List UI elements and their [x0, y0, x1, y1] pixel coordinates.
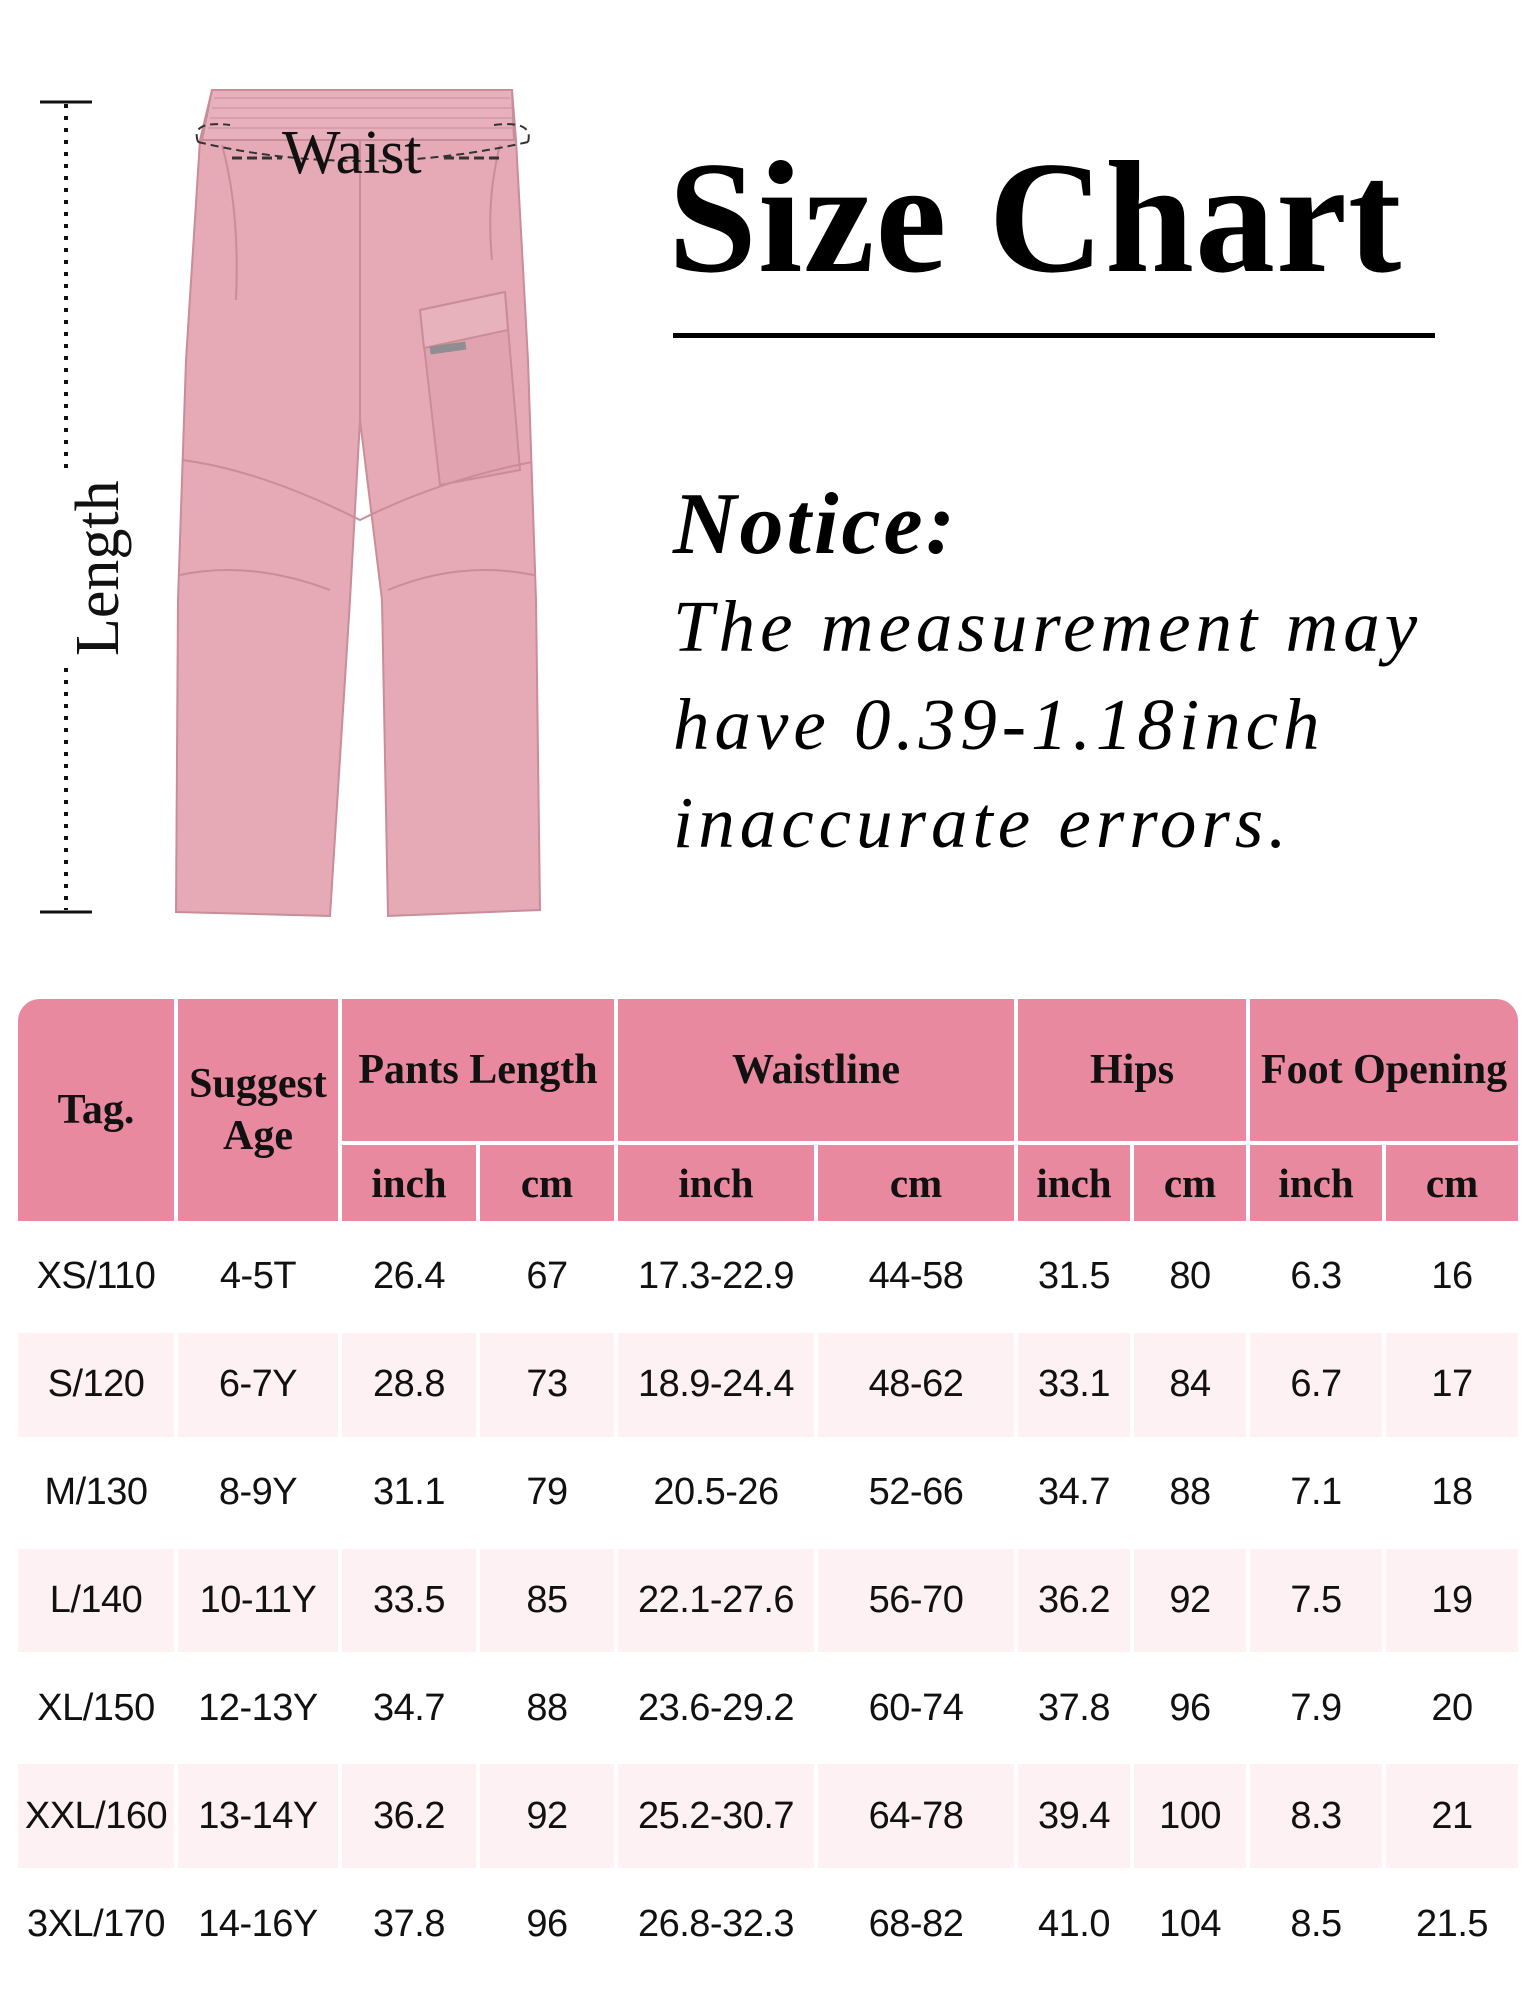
age-cell: 4-5T [178, 1225, 338, 1329]
foot-cm-cell: 17 [1386, 1333, 1518, 1437]
age-cell: 14-16Y [178, 1872, 338, 1976]
table-row [18, 1225, 1518, 1329]
hips-inch-cell: 31.5 [1018, 1225, 1130, 1329]
hips-cm-cell: 100 [1134, 1764, 1246, 1868]
length-inch-cell: 28.8 [342, 1333, 476, 1437]
foot-inch-cell: 8.3 [1250, 1764, 1382, 1868]
foot-inch-cell: 6.7 [1250, 1333, 1382, 1437]
size-tag-cell: M/130 [18, 1441, 174, 1545]
size-tag-cell: XL/150 [18, 1656, 174, 1760]
hips-header: Hips [1018, 999, 1246, 1141]
size-tag-cell: XS/110 [18, 1225, 174, 1329]
hips-cm-cell: 104 [1134, 1872, 1246, 1976]
hips-inch-cell: 34.7 [1018, 1441, 1130, 1545]
foot-inch-cell: 7.1 [1250, 1441, 1382, 1545]
waist-inch-cell: 18.9-24.4 [618, 1333, 814, 1437]
hips-inch-cell: 36.2 [1018, 1549, 1130, 1653]
notice-line: The measurement may [673, 586, 1423, 667]
unit-header: inch [1250, 1145, 1382, 1221]
table-row [18, 1549, 1518, 1653]
length-inch-cell: 33.5 [342, 1549, 476, 1653]
table-row [18, 1872, 1518, 1976]
notice-line: have 0.39-1.18inch [673, 684, 1325, 765]
waist-cm-cell: 48-62 [818, 1333, 1014, 1437]
table-row [18, 1441, 1518, 1545]
title-divider [673, 333, 1435, 338]
length-inch-cell: 31.1 [342, 1441, 476, 1545]
foot-cm-cell: 16 [1386, 1225, 1518, 1329]
hips-cm-cell: 92 [1134, 1549, 1246, 1653]
foot-cm-cell: 20 [1386, 1656, 1518, 1760]
waist-cm-cell: 56-70 [818, 1549, 1014, 1653]
header-row [18, 999, 1518, 1141]
waist-inch-cell: 23.6-29.2 [618, 1656, 814, 1760]
foot-inch-cell: 7.5 [1250, 1549, 1382, 1653]
hips-cm-cell: 88 [1134, 1441, 1246, 1545]
age-header [178, 999, 338, 1221]
waist-cm-cell: 52-66 [818, 1441, 1014, 1545]
waist-inch-cell: 17.3-22.9 [618, 1225, 814, 1329]
pants-icon [176, 90, 540, 916]
foot-cm-cell: 21 [1386, 1764, 1518, 1868]
foot-inch-cell: 6.3 [1250, 1225, 1382, 1329]
age-cell: 6-7Y [178, 1333, 338, 1437]
length-cm-cell: 67 [480, 1225, 614, 1329]
notice-line: inaccurate errors. [673, 782, 1292, 863]
hips-cm-cell: 96 [1134, 1656, 1246, 1760]
unit-header: cm [480, 1145, 614, 1221]
waist-inch-cell: 25.2-30.7 [618, 1764, 814, 1868]
length-inch-cell: 26.4 [342, 1225, 476, 1329]
unit-header: cm [1386, 1145, 1518, 1221]
waist-cm-cell: 68-82 [818, 1872, 1014, 1976]
size-tag-cell: L/140 [18, 1549, 174, 1653]
unit-header: inch [1018, 1145, 1130, 1221]
size-tag-cell: XXL/160 [18, 1764, 174, 1868]
hips-cm-cell: 84 [1134, 1333, 1246, 1437]
unit-header: inch [342, 1145, 476, 1221]
unit-header: inch [618, 1145, 814, 1221]
foot-inch-cell: 8.5 [1250, 1872, 1382, 1976]
unit-header: cm [1134, 1145, 1246, 1221]
hips-inch-cell: 41.0 [1018, 1872, 1130, 1976]
table-row [18, 1764, 1518, 1868]
age-cell: 10-11Y [178, 1549, 338, 1653]
size-tag-cell: 3XL/170 [18, 1872, 174, 1976]
pants-length-header: Pants Length [342, 999, 614, 1141]
length-label: Length [58, 500, 138, 660]
age-cell: 8-9Y [178, 1441, 338, 1545]
age-header-line: Suggest [189, 1061, 327, 1107]
foot-opening-header: Foot Opening [1250, 999, 1518, 1141]
length-cm-cell: 88 [480, 1656, 614, 1760]
notice-label: Notice: [673, 476, 958, 573]
waist-label: Waist [282, 119, 422, 187]
page-title: Size Chart [668, 128, 1403, 306]
foot-inch-cell: 7.9 [1250, 1656, 1382, 1760]
notice-text [673, 578, 1473, 872]
waist-cm-cell: 64-78 [818, 1764, 1014, 1868]
age-cell: 12-13Y [178, 1656, 338, 1760]
foot-cm-cell: 19 [1386, 1549, 1518, 1653]
hips-inch-cell: 37.8 [1018, 1656, 1130, 1760]
waist-cm-cell: 60-74 [818, 1656, 1014, 1760]
pants-illustration [0, 0, 640, 940]
length-inch-cell: 36.2 [342, 1764, 476, 1868]
length-cm-cell: 73 [480, 1333, 614, 1437]
length-cm-cell: 79 [480, 1441, 614, 1545]
length-inch-cell: 37.8 [342, 1872, 476, 1976]
unit-header: cm [818, 1145, 1014, 1221]
age-cell: 13-14Y [178, 1764, 338, 1868]
length-inch-cell: 34.7 [342, 1656, 476, 1760]
foot-cm-cell: 21.5 [1386, 1872, 1518, 1976]
waist-cm-cell: 44-58 [818, 1225, 1014, 1329]
hips-cm-cell: 80 [1134, 1225, 1246, 1329]
waistline-header: Waistline [618, 999, 1014, 1141]
tag-header: Tag. [18, 999, 174, 1221]
age-header-line: Age [223, 1113, 293, 1159]
length-cm-cell: 92 [480, 1764, 614, 1868]
waist-inch-cell: 22.1-27.6 [618, 1549, 814, 1653]
table-row [18, 1656, 1518, 1760]
foot-cm-cell: 18 [1386, 1441, 1518, 1545]
waist-inch-cell: 26.8-32.3 [618, 1872, 814, 1976]
size-tag-cell: S/120 [18, 1333, 174, 1437]
length-cm-cell: 85 [480, 1549, 614, 1653]
length-cm-cell: 96 [480, 1872, 614, 1976]
hips-inch-cell: 39.4 [1018, 1764, 1130, 1868]
hips-inch-cell: 33.1 [1018, 1333, 1130, 1437]
table-row [18, 1333, 1518, 1437]
size-table [14, 995, 1522, 1980]
waist-inch-cell: 20.5-26 [618, 1441, 814, 1545]
